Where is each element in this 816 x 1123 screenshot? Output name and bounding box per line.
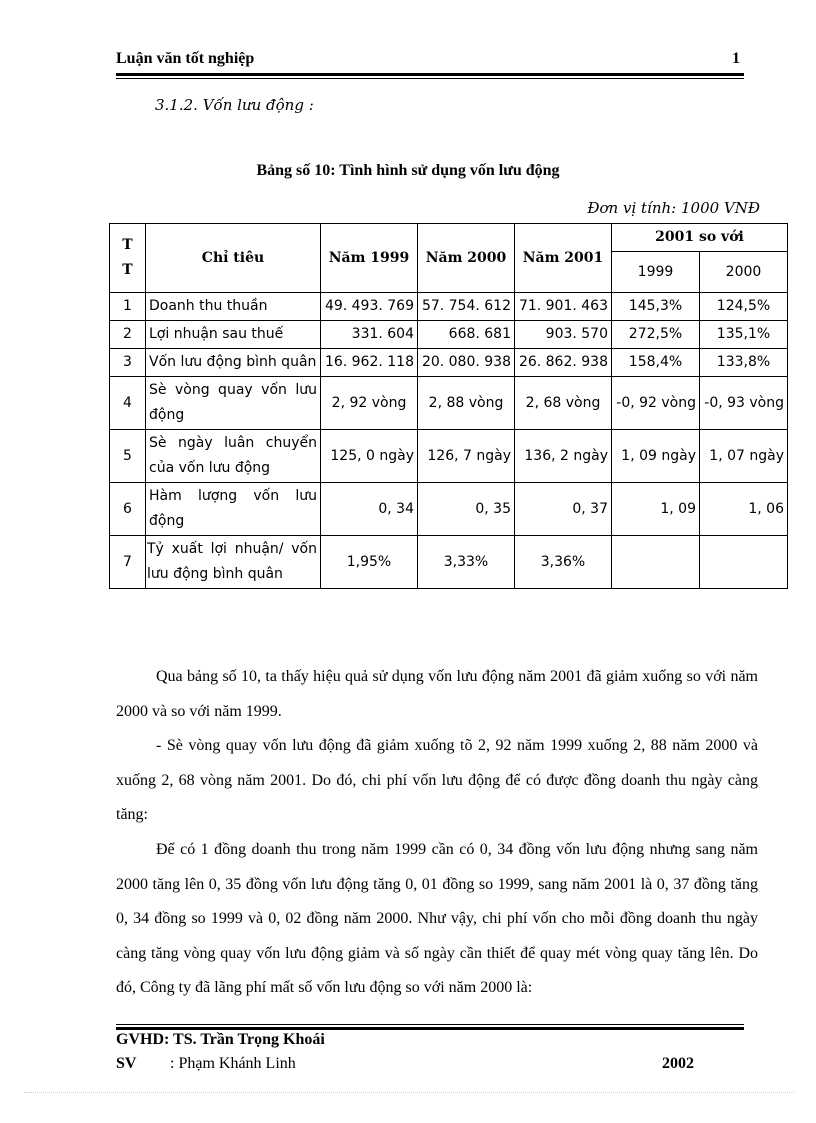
cell-2001: 26. 862. 938: [515, 349, 612, 377]
table-unit: Đơn vị tính: 1000 VNĐ: [587, 199, 760, 217]
cell-tt: 6: [110, 483, 146, 536]
cell-1999: 16. 962. 118: [321, 349, 418, 377]
cell-1999: 2, 92 vòng: [321, 377, 418, 430]
page-header: [116, 48, 740, 74]
cell-cmp-2000: -0, 93 vòng: [700, 377, 788, 430]
cell-indicator: Tỷ xuất lợi nhuận/ vốn lưu động bình quân: [146, 536, 321, 589]
table-row: [110, 293, 788, 321]
table-row: [110, 483, 788, 536]
cell-indicator: Sè ngày luân chuyển của vốn lưu động: [146, 430, 321, 483]
section-heading: 3.1.2. Vốn lưu động :: [155, 96, 314, 114]
page-bottom-dotted-rule: [24, 1092, 794, 1093]
cell-cmp-2000: 135,1%: [700, 321, 788, 349]
cell-indicator: Doanh thu thuần: [146, 293, 321, 321]
cell-1999: 0, 34: [321, 483, 418, 536]
cell-2000: 126, 7 ngày: [418, 430, 515, 483]
cell-2000: 57. 754. 612: [418, 293, 515, 321]
table-row: [110, 377, 788, 430]
cell-1999: 1,95%: [321, 536, 418, 589]
footer-rule-thick: [116, 1027, 744, 1030]
header-compare: 2001 so với: [612, 224, 788, 252]
cell-cmp-2000: 1, 07 ngày: [700, 430, 788, 483]
cell-tt: 5: [110, 430, 146, 483]
header-1999: Năm 1999: [321, 224, 418, 293]
cell-2000: 20. 080. 938: [418, 349, 515, 377]
footer-year: 2002: [662, 1055, 694, 1072]
table-title: Bảng số 10: Tình hình sử dụng vốn lưu động: [256, 162, 560, 179]
header-2001: Năm 2001: [515, 224, 612, 293]
cell-indicator: Sè vòng quay vốn lưu động: [146, 377, 321, 430]
body-text: [116, 660, 758, 1006]
cell-cmp-2000: 1, 06: [700, 483, 788, 536]
cell-indicator: Lợi nhuận sau thuế: [146, 321, 321, 349]
cell-1999: 125, 0 ngày: [321, 430, 418, 483]
header-rule-thin: [116, 78, 744, 79]
cell-2001: 0, 37: [515, 483, 612, 536]
cell-cmp-2000: [700, 536, 788, 589]
page-number: 1: [732, 50, 740, 67]
cell-1999: 49. 493. 769: [321, 293, 418, 321]
cell-2000: 668. 681: [418, 321, 515, 349]
paragraph: Để có 1 đồng doanh thu trong năm 1999 cần có 0, 34 đồng vốn lưu động nhưng sang năm 2000 tăng lên 0, 35 đồng vốn lưu động tăng 0, 01 đồng so 1999, sang năm 2001 là 0, 37 đồng tăng 0, 34 đồng so 1999 và 0, 02 đồng năm 2000. Như vậy, chi phí vốn cho mỗi đồng doanh thu ngày càng tăng vòng quay vốn lưu động giảm và số ngày cần thiết để quay mét vòng quay tăng lên. Do đó, Công ty đã lãng phí mất số vốn lưu động so với năm 2000 là:: [116, 840, 758, 997]
student-label: SV: [116, 1055, 137, 1072]
header-2000: Năm 2000: [418, 224, 515, 293]
cell-2001: 903. 570: [515, 321, 612, 349]
data-table: [109, 223, 788, 589]
cell-tt: 1: [110, 293, 146, 321]
page-footer: [116, 1031, 716, 1079]
cell-indicator: Vốn lưu động bình quân: [146, 349, 321, 377]
footer-rule-thin: [116, 1024, 744, 1025]
cell-1999: 331. 604: [321, 321, 418, 349]
table-row: [110, 349, 788, 377]
paragraph: Qua bảng số 10, ta thấy hiệu quả sử dụng vốn lưu động năm 2001 đã giảm xuống so với năm 2000 và so với năm 1999.: [116, 668, 758, 720]
cell-2001: 71. 901. 463: [515, 293, 612, 321]
cell-2000: 3,33%: [418, 536, 515, 589]
cell-tt: 7: [110, 536, 146, 589]
cell-cmp-1999: 272,5%: [612, 321, 700, 349]
student-name: : Phạm Khánh Linh: [170, 1055, 296, 1072]
cell-2000: 2, 88 vòng: [418, 377, 515, 430]
table-row: [110, 536, 788, 589]
header-cmp-1999: 1999: [612, 252, 700, 293]
cell-cmp-1999: 145,3%: [612, 293, 700, 321]
header-indicator: Chỉ tiêu: [146, 224, 321, 293]
cell-2000: 0, 35: [418, 483, 515, 536]
header-rule-thick: [116, 73, 744, 76]
cell-indicator: Hàm lượng vốn lưu động: [146, 483, 321, 536]
header-cmp-2000: 2000: [700, 252, 788, 293]
cell-2001: 2, 68 vòng: [515, 377, 612, 430]
cell-cmp-1999: 1, 09 ngày: [612, 430, 700, 483]
cell-tt: 4: [110, 377, 146, 430]
cell-cmp-1999: -0, 92 vòng: [612, 377, 700, 430]
cell-cmp-1999: [612, 536, 700, 589]
table-header-row: [110, 224, 788, 252]
header-tt: T T: [110, 224, 146, 293]
table-row: [110, 430, 788, 483]
cell-cmp-2000: 133,8%: [700, 349, 788, 377]
cell-2001: 136, 2 ngày: [515, 430, 612, 483]
cell-tt: 2: [110, 321, 146, 349]
cell-cmp-1999: 1, 09: [612, 483, 700, 536]
table-row: [110, 321, 788, 349]
cell-cmp-2000: 124,5%: [700, 293, 788, 321]
paragraph: - Sè vòng quay vốn lưu động đã giảm xuống tõ 2, 92 năm 1999 xuống 2, 88 năm 2000 và xuống 2, 68 vòng năm 2001. Do đó, chi phí vốn lưu động để có được đồng doanh thu ngày càng tăng:: [116, 737, 758, 824]
cell-2001: 3,36%: [515, 536, 612, 589]
advisor: GVHD: TS. Trần Trọng Khoái: [116, 1031, 325, 1048]
cell-cmp-1999: 158,4%: [612, 349, 700, 377]
document-title: Luận văn tốt nghiệp: [116, 50, 255, 67]
cell-tt: 3: [110, 349, 146, 377]
